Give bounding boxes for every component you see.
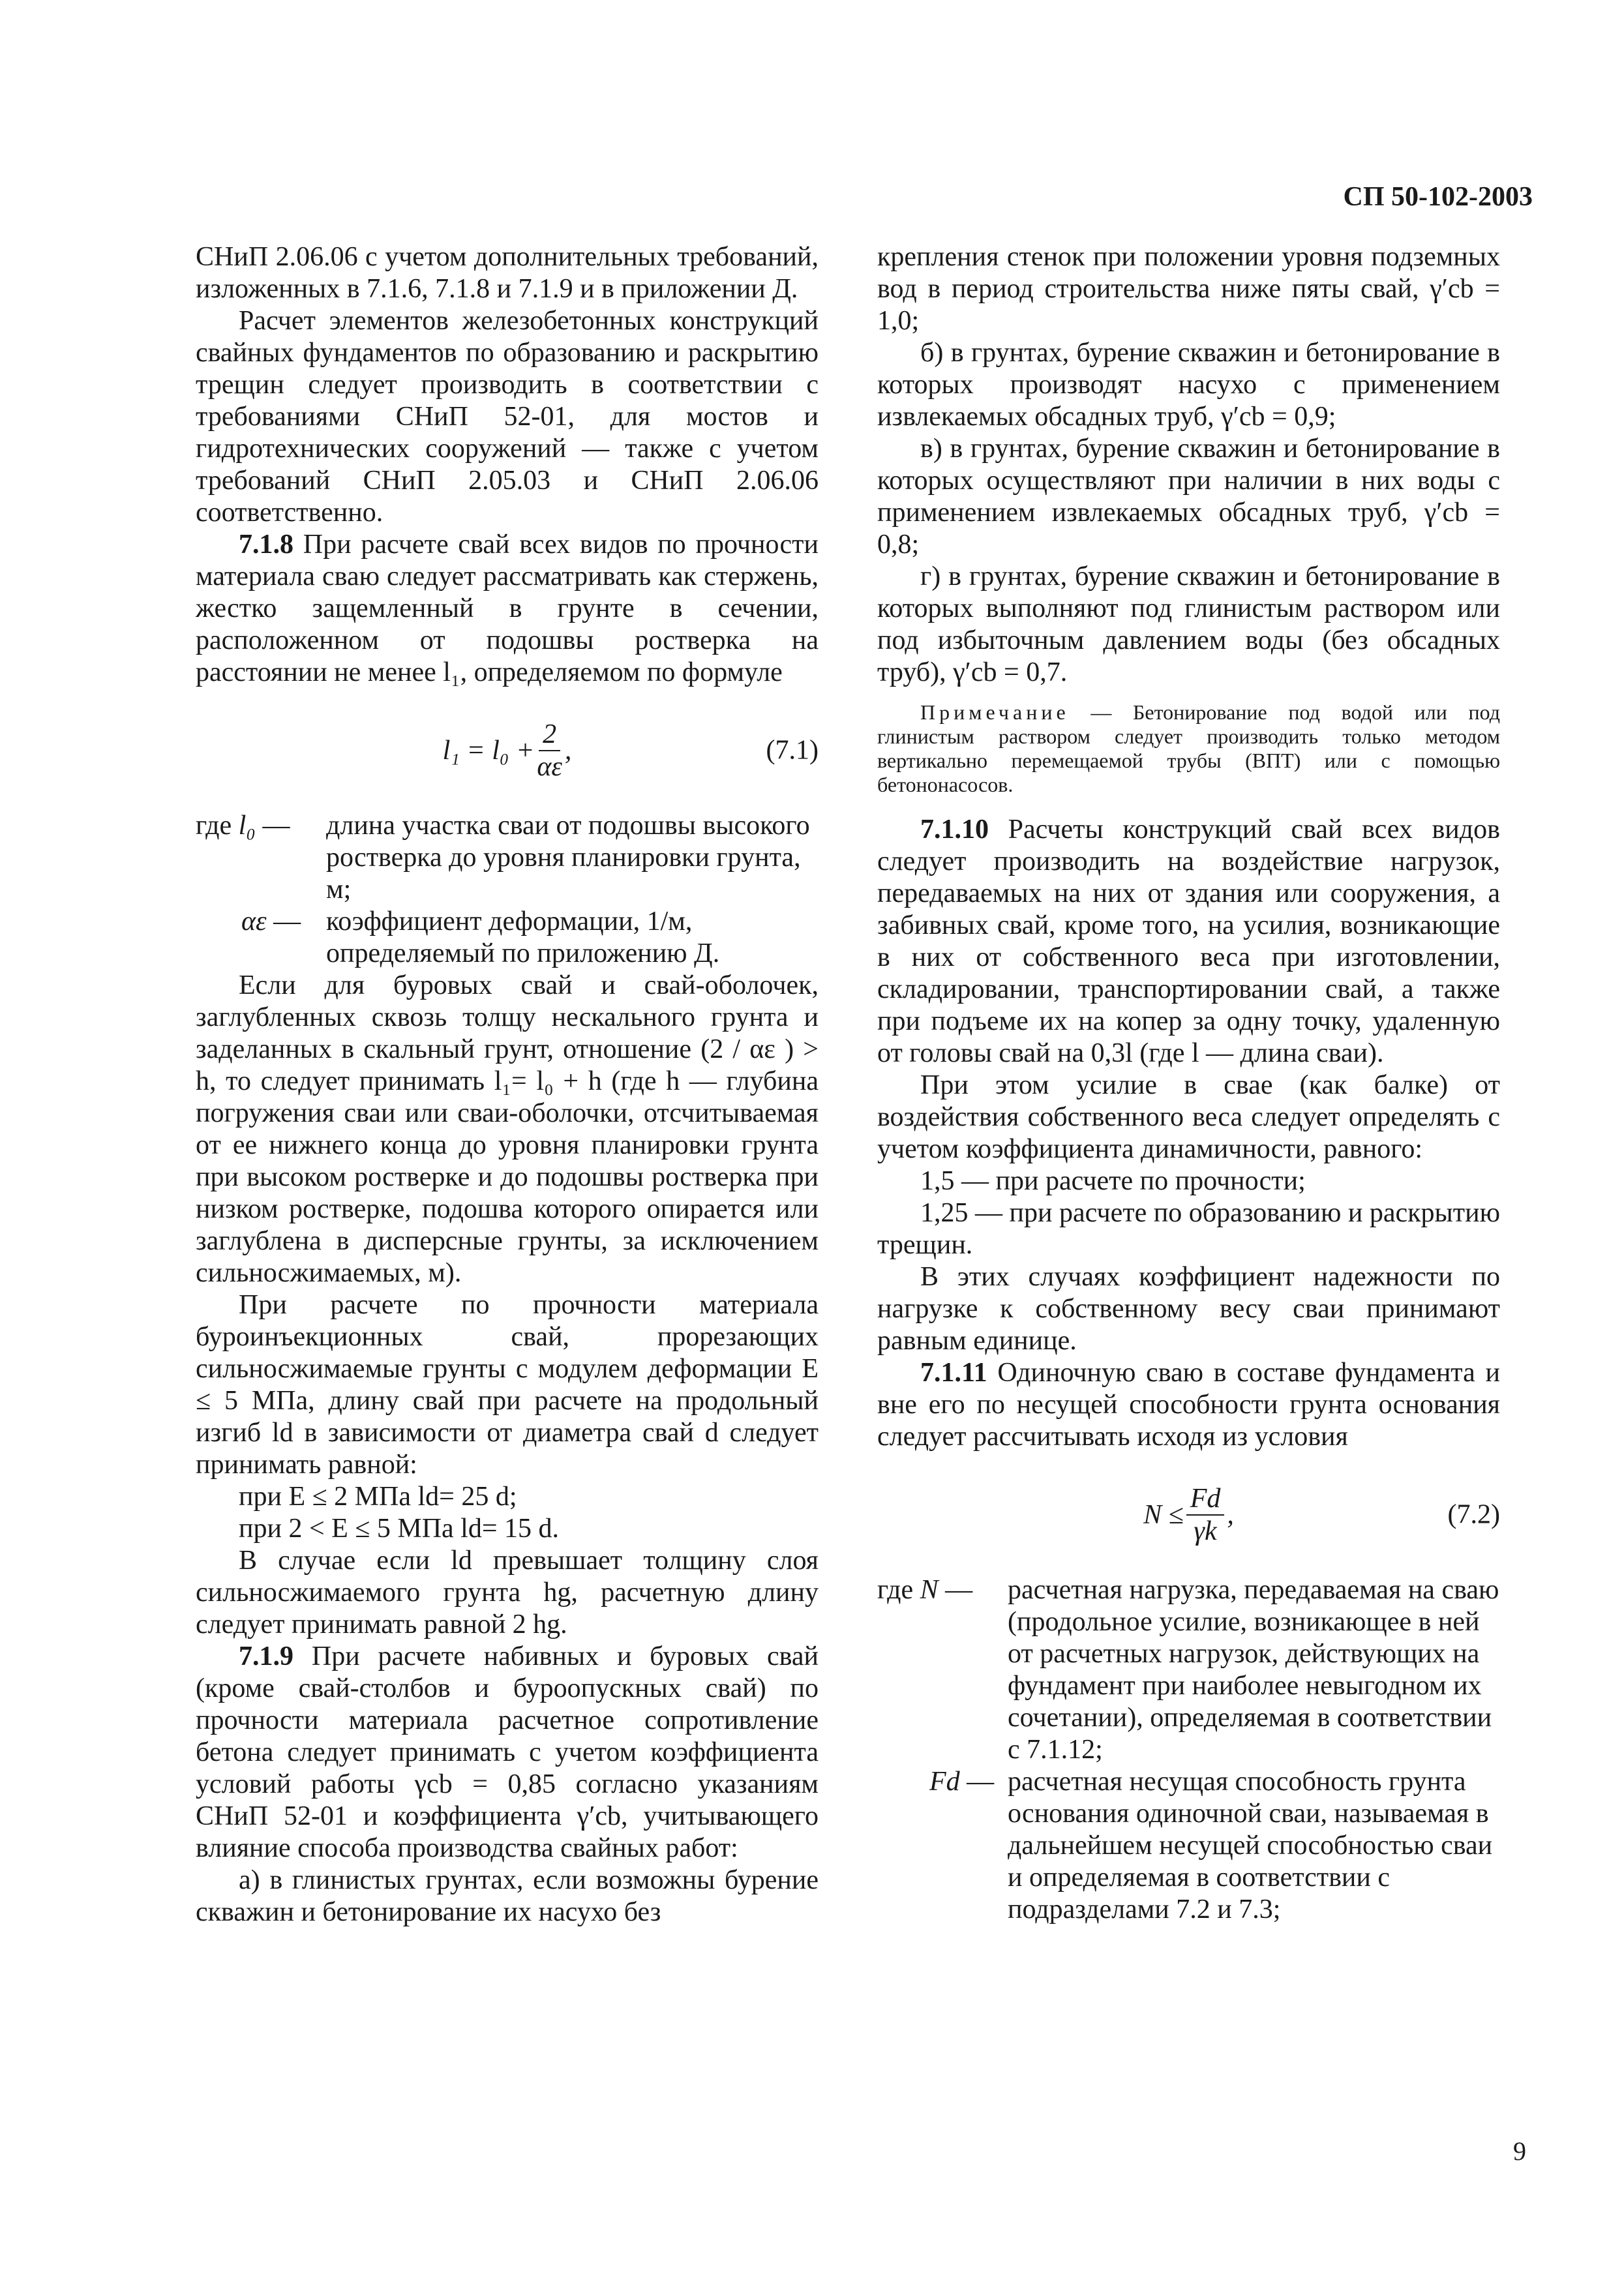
section-number: 7.1.11 — [920, 1358, 987, 1388]
document-code: СП 50-102-2003 — [1343, 182, 1533, 212]
definition-item — [877, 1574, 1500, 1766]
formula-tail: , — [1227, 1499, 1234, 1530]
paragraph: В этих случаях коэффициент надежности по нагрузке к собственному весу сваи принимают равным единице. — [877, 1262, 1500, 1356]
section-7-1-9 — [196, 1641, 819, 1864]
list-line: 1,25 — при расчете по образованию и раскрытию трещин. — [877, 1198, 1500, 1260]
formula-number: (7.1) — [766, 735, 819, 766]
where-word: где — [877, 1575, 914, 1605]
note-text: — Бетонирование под водой или под глинистым раствором следует производить только методом вертикально перемещаемой трубы (ВПТ) или с помощью бетононасосов. — [877, 700, 1500, 796]
paragraph: СНиП 2.06.06 с учетом дополнительных требований, изложенных в 7.1.6, 7.1.8 и 7.1.9 и в приложении Д. — [196, 242, 819, 304]
section-number: 7.1.10 — [920, 815, 989, 845]
symbol: N — [920, 1575, 939, 1605]
note-label: Примечание — [920, 700, 1070, 724]
right-column — [877, 241, 1500, 1926]
paragraph: б) в грунтах, бурение скважин и бетонирование в которых производят насухо с применением извлекаемых обсадных труб, γ′cb = 0,9; — [877, 338, 1500, 432]
formula-lhs: l₁ = l₀ + — [442, 735, 535, 766]
symbol: Fd — [929, 1767, 960, 1797]
paragraph: Если для буровых свай и свай-оболочек, заглубленных сквозь толщу нескального грунта и заделанных в скальный грунт, отношение (2 / αε ) > h, то следует принимать l₁= l₀ + h (где h — глубина погружения сваи или сваи-оболочки, отсчитываемая от ее нижнего конца до уровня планировки грунта при высоком ростверке и до подошвы ростверка при низком ростверке, подошва которого опирается или заглублена в дисперсные грунты, за исключением сильносжимаемых, м). — [196, 970, 819, 1288]
condition-line: при 2 < E ≤ 5 МПа ld= 15 d. — [239, 1514, 560, 1544]
definition-item — [196, 906, 819, 970]
definition-text: расчетная несущая способность грунта основания одиночной сваи, называемая в дальнейшем несущей способностью сваи и определяемая в соответствии с подразделами 7.2 и 7.3; — [1008, 1767, 1493, 1924]
condition-line: при E ≤ 2 МПа ld= 25 d; — [239, 1482, 517, 1512]
formula-tail: , — [564, 735, 572, 766]
section-text: Расчеты конструкций свай всех видов следует производить на воздействие нагрузок, передаваемых на них от здания или сооружения, а забивных свай, кроме того, на усилия, возникающие в них от собственного веса при изготовлении, складировании, транспортировании свай, а также при подъеме их на копер за одну точку, удаленную от головы свай на 0,3l (где l — длина сваи). — [877, 815, 1500, 1068]
definition-term: αε — — [241, 906, 301, 936]
formula-number: (7.2) — [1447, 1499, 1500, 1530]
list-line: 1,5 — при расчете по прочности; — [920, 1166, 1306, 1196]
formula-7-1 — [196, 695, 819, 806]
definition-text: коэффициент деформации, 1/м, определяемый по приложению Д. — [326, 906, 720, 968]
section-text: Одиночную сваю в составе фундамента и вне его по несущей способности грунта основания следует рассчитывать исходя из условия — [877, 1358, 1500, 1452]
paragraph: Расчет элементов железобетонных конструкций свайных фундаментов по образованию и раскрытию трещин следует производить в соответствии с требованиями СНиП 52-01, для мостов и гидротехнических сооружений — также с учетом требований СНиП 2.05.03 и СНиП 2.06.06 соответственно. — [196, 306, 819, 528]
section-7-1-11 — [877, 1357, 1500, 1453]
where-word: где — [196, 811, 232, 841]
fraction-numerator: Fd — [1186, 1483, 1225, 1516]
paragraph: При этом усилие в свае (как балке) от воздействия собственного веса следует определять с учетом коэффициента динамичности, равного: — [877, 1070, 1500, 1164]
section-text: При расчете свай всех видов по прочности материала сваю следует рассматривать как стержень, жестко защемленный в грунте в сечении, расположенном от подошвы ростверка на расстоянии не менее l₁, определяемом по формуле — [196, 530, 819, 687]
formula-lhs: N ≤ — [1143, 1499, 1184, 1530]
definition-term: Fd — — [929, 1767, 995, 1797]
definition-term: где N — — [877, 1575, 973, 1605]
paragraph: а) в глинистых грунтах, если возможны бурение скважин и бетонирование их насухо без — [196, 1865, 819, 1927]
section-7-1-10 — [877, 814, 1500, 1070]
fraction-denominator: αε — [537, 752, 562, 782]
section-number: 7.1.8 — [239, 530, 293, 560]
definition-text: расчетная нагрузка, передаваемая на сваю (продольное усилие, возникающее в ней от расчетных нагрузок, действующих на фундамент при наиболее невыгодном их сочетании), определяемая в соответствии с 7.1.12; — [1008, 1575, 1499, 1765]
definition-list — [877, 1574, 1500, 1926]
section-text: При расчете набивных и буровых свай (кроме свай-столбов и буроопускных свай) по прочности материала расчетное сопротивление бетона следует принимать с учетом коэффициента условий работы γcb = 0,85 согласно указаниям СНиП 52-01 и коэффициента γ′cb, учитывающего влияние способа производства свайных работ: — [196, 1641, 819, 1863]
paragraph: в) в грунтах, бурение скважин и бетонирование в которых осуществляют при наличии в них воды с применением извлекаемых обсадных труб, γ′cb = 0,8; — [877, 434, 1500, 560]
definition-list — [196, 810, 819, 970]
fraction-denominator: γk — [1194, 1516, 1217, 1546]
formula-7-2 — [877, 1460, 1500, 1570]
symbol: l₀ — [238, 811, 256, 841]
definition-item — [877, 1766, 1500, 1926]
page-number: 9 — [1513, 2136, 1526, 2166]
symbol: αε — [241, 906, 267, 936]
section-7-1-8 — [196, 529, 819, 689]
note — [877, 700, 1500, 797]
definition-text: длина участка сваи от подошвы высокого ростверка до уровня планировки грунта, м; — [326, 811, 810, 905]
definition-term: где l₀ — — [196, 811, 290, 841]
section-number: 7.1.9 — [239, 1641, 293, 1671]
paragraph: В случае если ld превышает толщину слоя сильносжимаемого грунта hg, расчетную длину следует принимать равной 2 hg. — [196, 1546, 819, 1640]
definition-item — [196, 810, 819, 906]
left-column — [196, 241, 819, 1928]
paragraph: При расчете по прочности материала буроинъекционных свай, прорезающих сильносжимаемые грунты с модулем деформации E ≤ 5 МПа, длину свай при расчете на продольный изгиб ld в зависимости от диаметра свай d следует принимать равной: — [196, 1290, 819, 1480]
formula-fraction — [1186, 1483, 1225, 1547]
fraction-numerator: 2 — [539, 719, 560, 751]
paragraph: г) в грунтах, бурение скважин и бетонирование в которых выполняют под глинистым раствором или под избыточным давлением воды (без обсадных труб), γ′cb = 0,7. — [877, 562, 1500, 687]
formula-fraction — [537, 719, 562, 783]
paragraph: крепления стенок при положении уровня подземных вод в период строительства ниже пяты свай, γ′cb = 1,0; — [877, 242, 1500, 336]
